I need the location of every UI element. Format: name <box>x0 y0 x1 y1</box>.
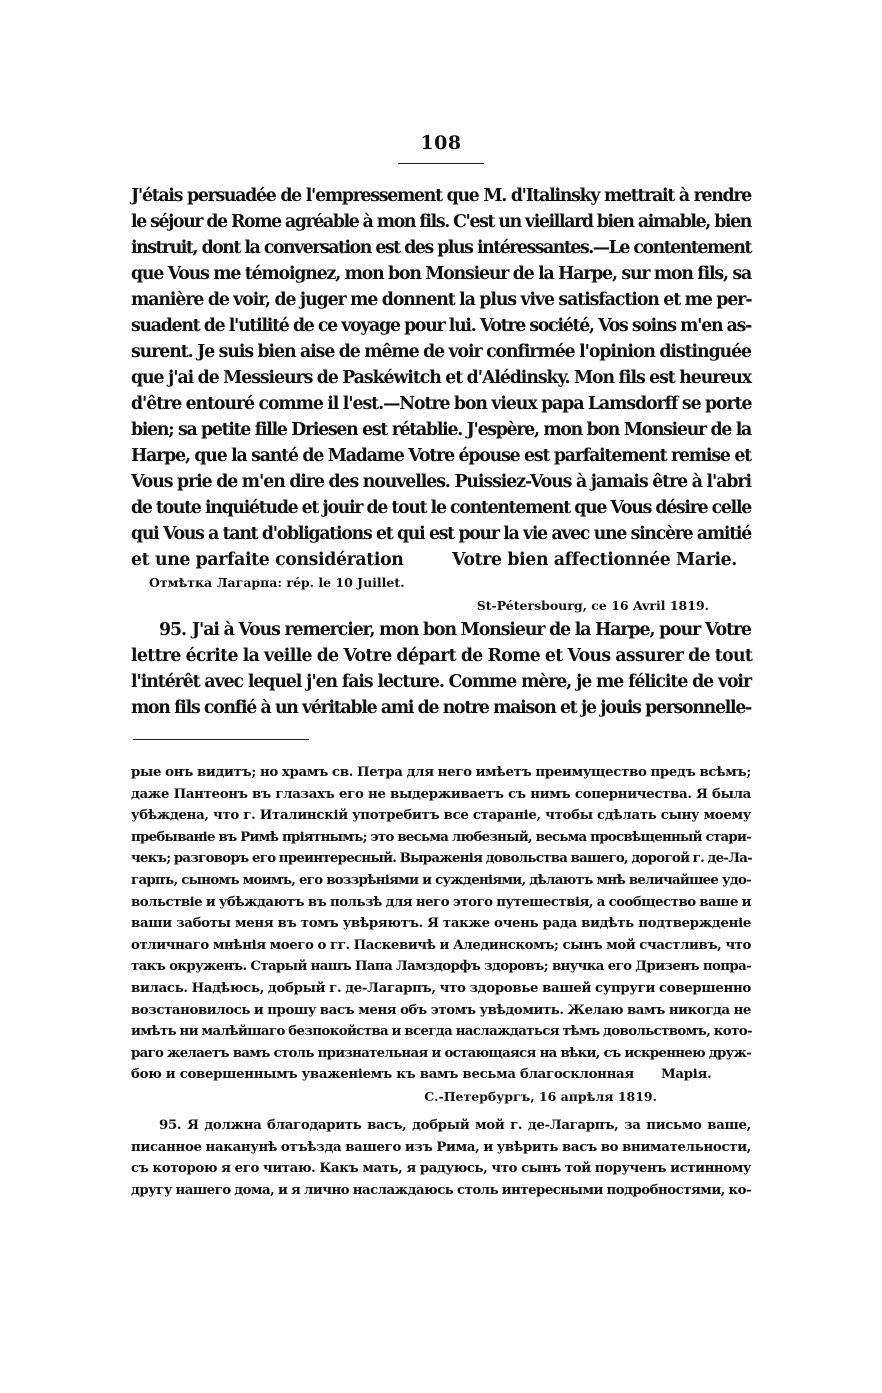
text-line: раго желаетъ вамъ столь признательная и остающаяся на вѣки, съ искреннею друж- <box>131 1045 751 1061</box>
dateline: С.-Петербургъ, 16 апрѣля 1819. <box>424 1088 657 1104</box>
text-line: le séjour de Rome agréable à mon fils. C'est un vieillard bien aimable, bien <box>131 212 751 232</box>
text-line: qui Vous a tant d'obligations et qui est pour la vie avec une sincère amitié <box>131 524 751 544</box>
russian-translation <box>131 762 751 1201</box>
text-line: que Vous me témoignez, mon bon Monsieur de la Harpe, sur mon fils, sa <box>131 264 751 284</box>
closing-text: бою и совершеннымъ уваженіемъ къ вамъ весьма благосклонная <box>131 1067 634 1083</box>
letter-number: 95. <box>159 620 186 640</box>
text-line: даже Пантеонъ въ глазахъ его не выдерживаетъ съ нимъ соперничества. Я была <box>131 786 751 802</box>
text-line: чекъ; разговоръ его преинтересный. Выраженія довольства вашего, дорогой г. де-Ла- <box>131 851 752 867</box>
text-span: Я должна благодарить васъ, добрый мой г. де-Лагарпъ, за письмо ваше, <box>187 1117 751 1133</box>
spacer <box>131 1108 751 1115</box>
text-line: Vous prie de m'en dire des nouvelles. Puissiez-Vous à jamais être à l'abri <box>131 472 751 492</box>
text-line: manière de voir, de juger me donnent la plus vive satisfaction et me per- <box>131 290 752 310</box>
text-line: отличнаго мнѣнія моего о гг. Паскевичѣ и Алединскомъ; сынъ мой счастливъ, что <box>131 937 751 953</box>
signature: Votre bien affectionnée Marie. <box>452 550 737 570</box>
text-line: такъ окруженъ. Старый нашъ Папа Ламздорфъ здоровъ; внучка его Дризенъ попра- <box>131 959 751 975</box>
letter-number: 95. <box>159 1117 182 1133</box>
text-line: вольствіе и убѣждаютъ въ пользѣ для него этого путешествія, а сообщество ваше и <box>131 894 751 910</box>
text-line: писанное наканунѣ отъѣзда вашего изъ Рима, и увѣрить васъ во внимательности, <box>131 1139 752 1155</box>
text-line: mon fils confié à un véritable ami de notre maison et je jouis personnelle- <box>131 698 751 718</box>
text-line: suadent de l'utilité de ce voyage pour lui. Votre société, Vos soins m'en as- <box>131 316 751 336</box>
text-line: que j'ai de Messieurs de Paskéwitch et d'Alédinsky. Mon fils est heureux <box>131 368 751 388</box>
text-line: l'intérêt avec lequel j'en fais lecture. Comme mère, je me félicite de voir <box>131 672 751 692</box>
header-rule <box>398 163 484 164</box>
french-letter <box>131 183 751 721</box>
lagarpe-note: Отмѣтка Лагарпа: rép. le 10 Juillet. <box>149 575 405 590</box>
page-number: 108 <box>420 132 462 154</box>
text-line: Harpe, que la santé de Madame Votre épouse est parfaitement remise et <box>131 446 751 466</box>
text-line: вилась. Надѣюсь, добрый г. де-Лагарпъ, что здоровье вашей супруги совершенно <box>131 980 751 996</box>
text-line: рые онъ видитъ; но храмъ св. Петра для него имѣетъ преимущество предъ всѣмъ; <box>131 765 751 780</box>
text-line: другу нашего дома, и я лично наслаждаюсь столь интересными подробностями, ко- <box>131 1182 751 1198</box>
text-line: пребываніе въ Римѣ пріятнымъ; это весьма любезный, весьма просвѣщенный стари- <box>131 829 751 845</box>
text-line: J'étais persuadée de l'empressement que M. d'Italinsky mettrait à rendre <box>131 186 751 206</box>
text-line: убѣждена, что г. Италинскій употребитъ все стараніе, чтобы сдѣлать сыну моему <box>131 808 751 824</box>
russian-closing <box>131 1064 751 1086</box>
text-line: съ которою я его читаю. Какъ мать, я радуюсь, что сынъ той порученъ истинному <box>131 1161 751 1177</box>
text-span: J'ai à Vous remercier, mon bon Monsieur de la Harpe, pour Votre <box>191 620 751 640</box>
letter-95-first-line <box>131 1115 751 1137</box>
text-line: гарпъ, сыномъ моимъ, его воззрѣніями и сужденіями, дѣлаютъ мнѣ величайшее удо- <box>131 872 751 888</box>
french-closing <box>131 547 751 573</box>
text-line: ваши заботы меня въ томъ увѣряютъ. Я также очень рада видѣть подтвержденіе <box>131 916 751 932</box>
text-line: имѣть ни малѣйшаго безпокойства и всегда наслаждаться тѣмъ довольствомъ, кото- <box>131 1024 752 1040</box>
text-line: instruit, dont la conversation est des plus intéressantes.—Le contentement <box>131 238 751 258</box>
signature: Марія. <box>661 1067 712 1083</box>
text-line: d'être entouré comme il l'est.—Notre bon vieux papa Lamsdorff se porte <box>131 394 752 414</box>
text-line: surent. Je suis bien aise de même de voir confirmée l'opinion distinguée <box>131 342 751 362</box>
translation-rule <box>133 739 309 740</box>
text-line: de toute inquiétude et jouir de tout le contentement que Vous désire celle <box>131 498 751 518</box>
text-line: bien; sa petite fille Driesen est rétablie. J'espère, mon bon Monsieur de la <box>131 420 751 440</box>
closing-text: et une parfaite considération <box>131 550 404 570</box>
letter-95-first-line <box>131 617 751 643</box>
dateline: St-Pétersbourg, ce 16 Avril 1819. <box>476 598 709 613</box>
text-line: возстановилось и прошу васъ меня объ этомъ увѣдомить. Желаю вамъ никогда не <box>131 1002 751 1018</box>
text-line: lettre écrite la veille de Votre départ de Rome et Vous assurer de tout <box>131 646 753 666</box>
